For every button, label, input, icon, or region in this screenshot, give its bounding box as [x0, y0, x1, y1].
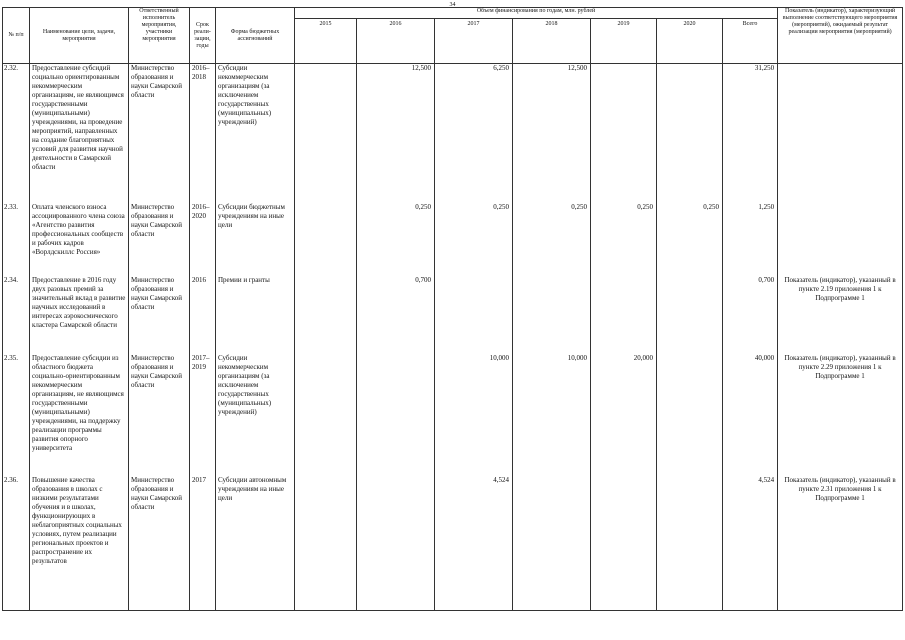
row-name: Предоставление в 2016 году двух разовых премий за значительный вклад в развитие научных исследований в интересах аэрокосмического кластера Самарской области — [30, 276, 129, 354]
row-number: 2.34. — [3, 276, 30, 354]
value-2015 — [295, 203, 357, 276]
row-form: Субсидии некоммерческим организациям (за исключением государственных (муниципальных) учреждений) — [216, 354, 295, 476]
value-2018: 10,000 — [513, 354, 591, 476]
row-indicator — [778, 64, 903, 203]
value-2017 — [435, 276, 513, 354]
form-header: Форма бюджетных ассигнований — [216, 8, 295, 64]
table-row — [3, 64, 903, 203]
row-executor: Министерство образования и науки Самарской области — [129, 203, 190, 276]
value-2016: 0,700 — [357, 276, 435, 354]
row-form: Субсидии автономным учреждениям на иные цели — [216, 476, 295, 611]
period-header: Срок реали- зации, годы — [190, 8, 216, 64]
page-number: 34 — [449, 2, 456, 8]
row-number: 2.32. — [3, 64, 30, 203]
num-header: № п/п — [3, 8, 30, 64]
value-2020 — [657, 476, 723, 611]
indicator-header: Показатель (индикатор), характеризующий выполнение соответствующего мероприятия (мероприятий), ожидаемый результат реализации мероприятия (мероприятий) — [778, 8, 903, 64]
row-number: 2.33. — [3, 203, 30, 276]
value-2015 — [295, 276, 357, 354]
row-name: Предоставление субсидий социально ориентированным некоммерческим организациям, не являющимся государственными (муниципальными) учреждениями, на проведение мероприятий, направленных на создание благоприятных условий для развития научной деятельности в Самарской области — [30, 64, 129, 203]
value-2015 — [295, 64, 357, 203]
year-header: 2016 — [357, 19, 435, 64]
year-header: 2018 — [513, 19, 591, 64]
row-executor: Министерство образования и науки Самарской области — [129, 276, 190, 354]
value-2017: 0,250 — [435, 203, 513, 276]
value-2017: 4,524 — [435, 476, 513, 611]
total-header: Всего — [723, 19, 778, 64]
value-total: 0,700 — [723, 276, 778, 354]
value-2019: 0,250 — [591, 203, 657, 276]
row-form: Премии и гранты — [216, 276, 295, 354]
finance-header: Объем финансирования по годам, млн. рублей — [295, 8, 778, 19]
row-period: 2016–2018 — [190, 64, 216, 203]
row-executor: Министерство образования и науки Самарской области — [129, 64, 190, 203]
row-indicator: Показатель (индикатор), указанный в пункте 2.31 приложения 1 к Подпрограмме 1 — [778, 476, 903, 611]
value-2015 — [295, 476, 357, 611]
year-header: 2015 — [295, 19, 357, 64]
value-2016 — [357, 354, 435, 476]
row-executor: Министерство образования и науки Самарской области — [129, 476, 190, 611]
row-form: Субсидии бюджетным учреждениям на иные цели — [216, 203, 295, 276]
value-2018 — [513, 276, 591, 354]
table-row — [3, 354, 903, 476]
row-period: 2017–2019 — [190, 354, 216, 476]
year-header: 2017 — [435, 19, 513, 64]
value-2020: 0,250 — [657, 203, 723, 276]
value-2019: 20,000 — [591, 354, 657, 476]
value-2020 — [657, 354, 723, 476]
row-indicator: Показатель (индикатор), указанный в пункте 2.19 приложения 1 к Подпрограмме 1 — [778, 276, 903, 354]
row-number: 2.36. — [3, 476, 30, 611]
table-row — [3, 476, 903, 611]
value-2017: 6,250 — [435, 64, 513, 203]
row-period: 2016–2020 — [190, 203, 216, 276]
table-row — [3, 203, 903, 276]
value-2018: 12,500 — [513, 64, 591, 203]
value-2018 — [513, 476, 591, 611]
executor-header: Ответственный исполнитель мероприятия, участники мероприятия — [129, 8, 190, 64]
program-table — [2, 7, 903, 611]
value-2015 — [295, 354, 357, 476]
header-row-top — [3, 8, 903, 19]
value-2020 — [657, 276, 723, 354]
value-2019 — [591, 476, 657, 611]
value-2016: 12,500 — [357, 64, 435, 203]
value-2019 — [591, 276, 657, 354]
value-2019 — [591, 64, 657, 203]
row-executor: Министерство образования и науки Самарской области — [129, 354, 190, 476]
row-name: Оплата членского взноса ассоциированного члена союза «Агентство развития профессиональных сообществ и рабочих кадров «Ворлдскиллс Россия» — [30, 203, 129, 276]
value-total: 40,000 — [723, 354, 778, 476]
row-form: Субсидии некоммерческим организациям (за исключением государственных (муниципальных) учреждений) — [216, 64, 295, 203]
value-total: 31,250 — [723, 64, 778, 203]
row-name: Повышение качества образования в школах с низкими результатами обучения и в школах, функционирующих в неблагоприятных социальных условиях, путем реализации региональных проектов и распространение их результатов — [30, 476, 129, 611]
name-header: Наименование цели, задачи, мероприятия — [30, 8, 129, 64]
value-total: 4,524 — [723, 476, 778, 611]
table-row — [3, 276, 903, 354]
value-2020 — [657, 64, 723, 203]
value-total: 1,250 — [723, 203, 778, 276]
value-2017: 10,000 — [435, 354, 513, 476]
row-indicator — [778, 203, 903, 276]
value-2016: 0,250 — [357, 203, 435, 276]
row-name: Предоставление субсидии из областного бюджета социально-ориентированным некоммерческим организациям, не являющимся государственными (муниципальными) учреждениями, на поддержку реализации программы развития опорного университета — [30, 354, 129, 476]
row-indicator: Показатель (индикатор), указанный в пункте 2.29 приложения 1 к Подпрограмме 1 — [778, 354, 903, 476]
year-header: 2019 — [591, 19, 657, 64]
value-2018: 0,250 — [513, 203, 591, 276]
row-number: 2.35. — [3, 354, 30, 476]
value-2016 — [357, 476, 435, 611]
row-period: 2017 — [190, 476, 216, 611]
year-header: 2020 — [657, 19, 723, 64]
row-period: 2016 — [190, 276, 216, 354]
